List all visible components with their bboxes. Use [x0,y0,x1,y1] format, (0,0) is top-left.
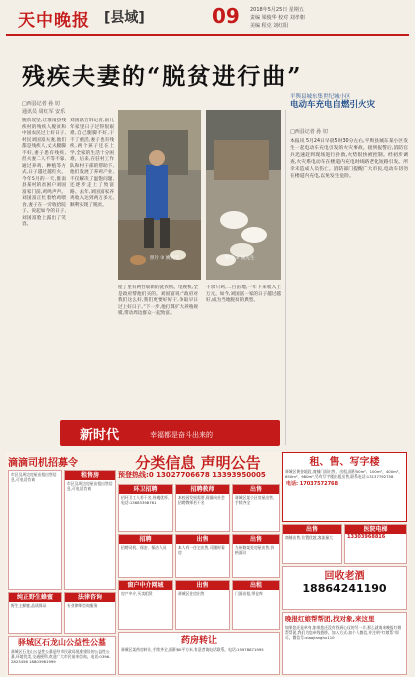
ad-box-8 [344,524,407,564]
ad-title: 法律咨询 [65,593,115,602]
ad-body: 市区及周边房屋出租出售信息,可电话咨询 [67,481,113,492]
ad-title: 出售 [283,525,341,534]
ads-header-left: 滴滴司机招募令 [8,458,78,469]
ad-box-12 [175,580,230,630]
article-headline: 残疾夫妻的“脱贫进行曲” [22,63,303,90]
ad-box-11 [118,580,173,630]
ad-body: 专业律师咨询服务 [67,603,98,608]
ad-title: 招聘教师 [176,485,229,494]
ad-body: 门面出租,带仓库 [235,591,263,596]
side-story-kicker: 平舆县城东集世纪城小区 [290,94,351,100]
ad-title: 窗户中介网城 [119,581,172,590]
article-column-4: 千余只鸡,二百亩地,一年下来收入上万元。如今,刘国富一家的日子越过越好,成为当地脱贫的典型。 [206,285,281,303]
article-column-2: 刘国富告诉记者,前几年家里日子过得很艰难,自己腿脚不好,干不了重活,妻子也有残疾,两个孩子还在上学,全家的生活十分困难。后来,在驻村工作队和村干部的帮助下,他们发展了养鸡产业,不仅解决了温饱问题,还逐步走上了致富路。去年,刘国富家养鸡收入达到两万多元,顺利实现了脱贫。 [70,118,114,208]
ad-title: 出售 [176,581,229,590]
side-story-body: 本报讯 5月24日早晨5时30分左右,平舆县城东某小区发生一起电动车充电引发的火灾事故。接到报警后,消防官兵迅速赶到现场进行扑救,火势很快被控制。经初步调查,火灾系电动车在楼道内充电时线路老化短路引发。所幸未造成人员伤亡。消防部门提醒广大市民,电动车切勿在楼道内充电,以免发生危险。 [290,139,408,179]
ad-body: 野生土蜂蜜,品质保证 [11,603,47,608]
ad-wine-phone: 18864241190 [302,582,387,595]
ad-box-5 [175,534,230,578]
section-name: [县域] [104,10,145,26]
phone-label: 预登热线: [118,471,149,479]
ad-body: 招环卫工人若干名,待遇优厚,电话:13683398761 [121,495,169,506]
page-number: 09 [212,4,240,28]
ad-title: 环卫招聘 [119,485,172,494]
ad-title: 纯正野生蜂蜜 [9,593,61,602]
ad-box-3 [232,484,280,532]
ad-body: 商铺出售,位置优越,客流量大 [285,535,333,540]
article-column-3: 屋了里有两台崭新的洗衣机、电视机,全是政府帮他们买的。刘国富说:“政府对我们这么好,我们更要好好干,争取早日过上好日子。”下一步,他打算扩大养殖规模,带动周边群众一起致富。 [118,285,198,316]
photo-caption-left: 照片 ③ 姚先生 [150,256,180,261]
ad-box-9 [64,592,116,634]
ad-body: 招聘司机、保安、保洁人员 [121,545,167,550]
ad-matchmaking-title: 晚报红娘帮帮团,找对象,来这里 [285,615,375,623]
ad-box-1 [118,484,173,532]
editor-credit: 责编 梁俊华 校对 刘孝朝 [250,15,305,21]
ad-body: 驿城区某小区房屋出售,手续齐全 [235,495,275,506]
ad-body: 九州路某处房屋出售,价格面议 [235,545,275,556]
ad-driver-recruit [8,470,62,590]
issue-date: 2018年5月25日 星期五 [250,7,304,13]
ad-box-4 [118,534,173,578]
banner-right-text: 幸福都是奋斗出来的 [150,431,213,439]
ad-pharmacy-body: 驿城区某药房转让,手续齐全,面积80平方米,有意者请电话联系。电话:15978871995 [121,647,264,652]
ad-office-phone: 电话: 17037572768 [286,481,339,488]
ad-driver-body: 市区及周边房屋出租出售信息,可电话咨询 [11,472,57,483]
ad-box-2 [175,484,230,532]
article-byline-2: 通讯员 周红军 安乐 [22,109,66,115]
ad-title: 出售 [233,485,279,494]
ad-title: 出售 [176,535,229,544]
ad-cemetery-body: 驿城区石龙山公益性公墓是经市民政局批准建设的公益性公墓,环境优美,交通便利,欢迎广大市民前来咨询。电话:0396-2823456 18803961999 [11,649,111,665]
ad-matchmaking-body: 如果您还是单身,如果您还没有找到心仪的另一半,那么就请来晚报红娘帮帮团,我们为您牵线搭桥。加入方式:加个人微信,并注明“红娘帮”即可。微信号:xiaojianghu110 [285,625,402,641]
ad-office-body: 驿城区黄金地段,商铺门面出售、出租,面积50m²、100m²、400m²、650m²、980m²,另有写字楼出租出售,联系电话:13137792758 [285,469,403,480]
ad-box-6 [232,534,280,578]
side-story-byline: □西县记者 孙 切 [290,129,328,135]
ad-body: 驿城区住房出售 [178,591,205,596]
article-byline: □西县记者 孙 切 [22,101,60,107]
ad-title: 医院电梯 [345,525,406,534]
phone-1: 0 13027706678 [148,471,210,479]
photo-caption-right: 照片 ③ 姚先生 [225,256,255,261]
ad-rental [64,470,116,590]
ad-cemetery-title: 驿城区石龙山公益性公墓 [18,638,106,647]
column-divider [285,110,286,445]
ad-cemetery [8,636,116,675]
ad-wine-title: 回收老酒 [324,571,365,582]
ad-body: 本人有一住宅出售,可随时看房 [178,545,225,556]
ad-office-rental [282,452,407,522]
ad-body: 房产中介,买卖租赁 [121,591,153,596]
ad-wine-recycle [282,566,407,610]
ad-pharmacy [118,632,280,675]
ad-title: 租售房 [65,471,115,480]
design-credit: 美编 程克 刘红阳 [250,23,289,29]
article-column-1: 脱贫攻坚,让淮南县残疾村的残疾人脱贫和中国农民过上好日子,村民刘国富夫妻,他们都是残疾人,丈夫腿脚不好,妻子患有残疾,但夫妻二人不等不靠,通过养鸡、种植等方式,日子越过越红火。今年5月的一天,淮南县某村的贫困户刘国富家门前,鸡鸣声声。刘国富正忙着给鸡喂食,妻子在一旁收拾院子。说起如今的日子,刘国富脸上露出了笑容。 [22,118,66,227]
banner-left-text: 新时代 [80,428,120,443]
ads-phone-line [118,470,278,480]
ad-pharmacy-title: 药房转让 [180,636,217,646]
ad-body: 本校因发展需要,现面向社会招聘教师若干名 [178,495,225,506]
ad-matchmaking [282,612,407,675]
side-story-headline: 电动车充电自燃引火灾 [290,100,376,110]
ads-header-center: 分类信息 声明公告 [135,454,261,472]
ad-phone: 13303968816 [347,534,386,540]
ad-title: 招聘 [119,535,172,544]
ad-box-7 [282,524,342,564]
ad-box-10 [8,592,62,634]
ad-box-13 [232,580,280,630]
ad-title: 出租 [233,581,279,590]
newspaper-brand: 天中晚报 [18,11,90,31]
ad-title: 出售 [233,535,279,544]
ad-office-title: 租、售、写字楼 [309,457,380,468]
phone-2: 13393950005 [212,471,266,479]
